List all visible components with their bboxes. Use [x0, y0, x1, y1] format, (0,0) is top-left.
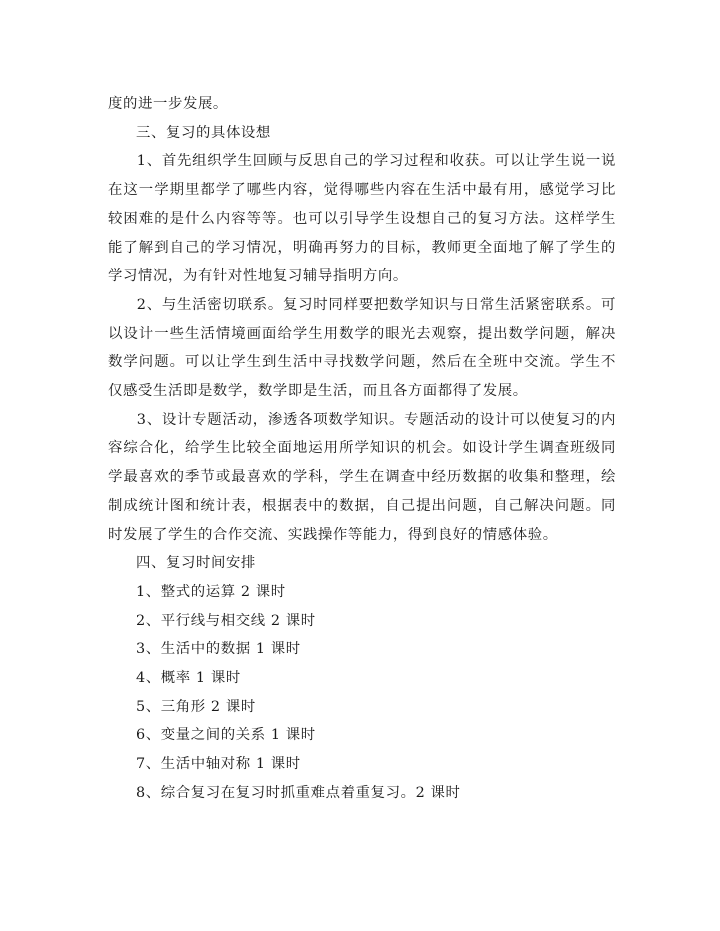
schedule-item: 2、平行线与相交线 2 课时	[136, 612, 316, 629]
schedule-item: 5、三角形 2 课时	[136, 698, 256, 715]
schedule-item: 8、综合复习在复习时抓重难点着重复习。2 课时	[136, 784, 461, 801]
intro-tail-text: 度的进一步发展。	[108, 96, 228, 112]
schedule-item: 1、整式的运算 2 课时	[136, 583, 286, 600]
section-3-paragraph-2: 2、与生活密切联系。复习时同样要把数学知识与日常生活紧密联系。可以设计一些生活情境画面给学生用数学的眼光去观察，提出数学问题，解决数学问题。可以让学生到生活中寻找数学问题，然后在全班中交流。学生不仅感受生活即是数学，数学即是生活，而且各方面都得了发展。	[108, 296, 616, 400]
schedule-item: 7、生活中轴对称 1 课时	[136, 756, 301, 773]
section-4-heading: 四、复习时间安排	[136, 555, 256, 572]
schedule-list	[108, 578, 616, 808]
section-3-paragraph-1: 1、首先组织学生回顾与反思自己的学习过程和收获。可以让学生说一说在这一学期里都学了哪些内容，觉得哪些内容在生活中最有用，感觉学习比较困难的是什么内容等等。也可以引导学生设想自己的复习方法。这样学生能了解到自己的学习情况，明确再努力的目标，教师更全面地了解了学生的学习情况，为有针对性地复习辅导指明方向。	[108, 153, 616, 285]
schedule-item: 3、生活中的数据 1 课时	[136, 641, 301, 658]
section-3-paragraph-3: 3、设计专题活动，渗透各项数学知识。专题活动的设计可以使复习的内容综合化，给学生比较全面地运用所学知识的机会。如设计学生调查班级同学最喜欢的季节或最喜欢的学科，学生在调查中经历数据的收集和整理，绘制成统计图和统计表，根据表中的数据，自己提出问题，自己解决问题。同时发展了学生的合作交流、实践操作等能力，得到良好的情感体验。	[108, 411, 616, 543]
section-3-heading: 三、复习的具体设想	[136, 124, 271, 141]
schedule-item: 6、变量之间的关系 1 课时	[136, 727, 316, 744]
schedule-item: 4、概率 1 课时	[136, 670, 241, 687]
document-body	[108, 90, 616, 808]
